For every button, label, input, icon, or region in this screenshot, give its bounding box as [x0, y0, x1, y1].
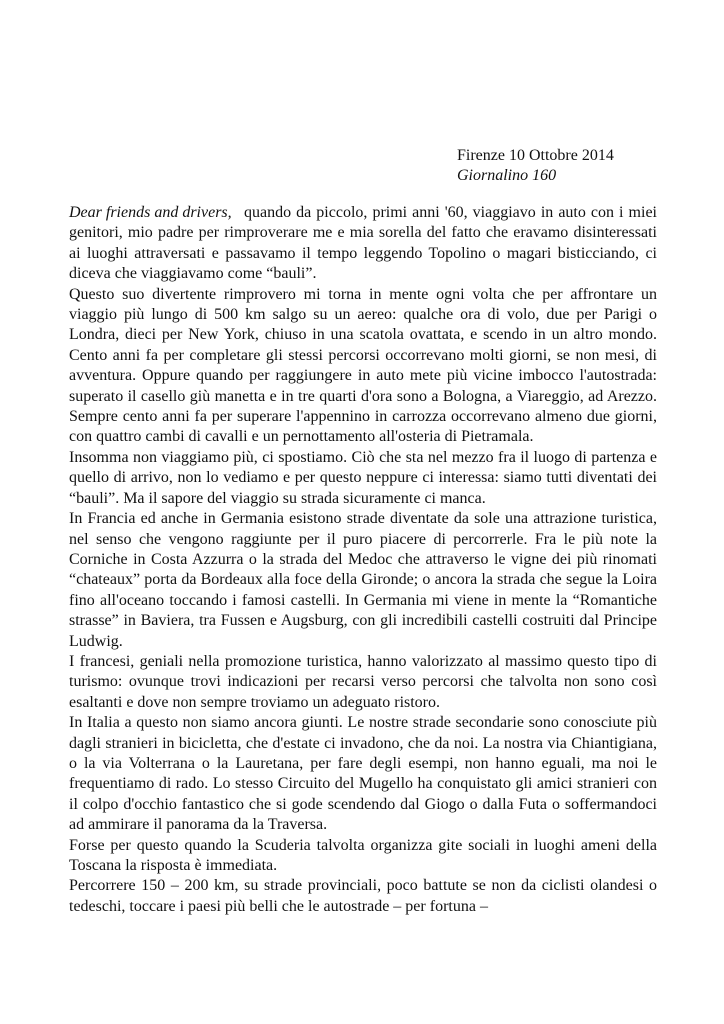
paragraph-2: Questo suo divertente rimprovero mi torna in mente ogni volta che per affrontare un viaggio più lungo di 500 km salgo su un aereo: qualche ora di volo, due per Parigi o Londra, dieci per New York, chiuso in una scatola ovattata, e scendo in un altro mondo. Cento anni fa per completare gli stessi percorsi occorrevano molti giorni, se non mesi, di avventura. Oppure quando per raggiungere in auto mete più vicine imbocco l'autostrada: superato il casello giù manetta e in tre quarti d'ora sono a Bologna, a Viareggio, ad Arezzo. Sempre cento anni fa per superare l'appennino in carrozza occorrevano almeno due giorni, con quattro cambi di cavalli e un pernottamento all'osteria di Pietramala. — [69, 285, 657, 446]
paragraph-4: In Francia ed anche in Germania esistono strade diventate da sole una attrazione turistica, nel senso che vengono raggiunte per il puro piacere di percorrerle. Fra le più note la Corniche in Costa Azzurra o la strada del Medoc che attraverso le vigne dei più rinomati “chateaux” porta da Bordeaux alla foce della Gironde; o ancora la strada che segue la Loira fino all'oceano toccando i famosi castelli. In Germania mi viene in mente la “Romantiche strasse” in Baviera, tra Fussen e Augsburg, con gli incredibili castelli costruiti dal Principe Ludwig. — [69, 510, 657, 650]
letter-header — [457, 146, 614, 186]
paragraph-6: In Italia a questo non siamo ancora giunti. Le nostre strade secondarie sono conosciute più dagli stranieri in bicicletta, che d'estate ci invadono, che da noi. La nostra via Chiantigiana, o la via Volterrana o la Lauretana, per fare degli esempi, non hanno eguali, ma noi le frequentiamo di rado. Lo stesso Circuito del Mugello ha conquistato gli amici stranieri con il colpo d'occhio fantastico che si gode scendendo dal Giogo o dalla Futa o soffermandoci ad ammirare il panorama da la Traversa. — [69, 714, 657, 834]
paragraph-5: I francesi, geniali nella promozione turistica, hanno valorizzato al massimo questo tipo di turismo: ovunque trovi indicazioni per recarsi verso percorsi che talvolta non sono così esaltanti e dove non sempre troviamo un adeguato ristoro. — [69, 652, 657, 711]
newsletter-issue: Giornalino 160 — [457, 167, 557, 184]
place-date: Firenze 10 Ottobre 2014 — [457, 147, 614, 164]
paragraph-3: Insomma non viaggiamo più, ci spostiamo. Ciò che sta nel mezzo fra il luogo di partenza e quello di arrivo, non lo vediamo e per questo neppure ci interessa: siamo tutti diventati dei “bauli”. Ma il sapore del viaggio su strada sicuramente ci manca. — [69, 448, 657, 507]
paragraph-7: Forse per questo quando la Scuderia talvolta organizza gite sociali in luoghi ameni della Toscana la risposta è immediata. — [69, 836, 657, 875]
letter-body — [69, 203, 657, 917]
salutation: Dear friends and drivers, — [69, 204, 232, 221]
paragraph-1: quando da piccolo, primi anni '60, viaggiavo in auto con i miei genitori, mio padre per rimproverare me e mia sorella del fatto che eravamo disinteressati ai luoghi attraversati e passavamo il tempo leggendo Topolino o magari bisticciando, ci diceva che viaggiavamo come “bauli”. — [69, 204, 657, 283]
paragraph-8: Percorrere 150 – 200 km, su strade provinciali, poco battute se non da ciclisti olandesi o tedeschi, toccare i paesi più belli che le autostrade – per fortuna – — [69, 877, 657, 915]
